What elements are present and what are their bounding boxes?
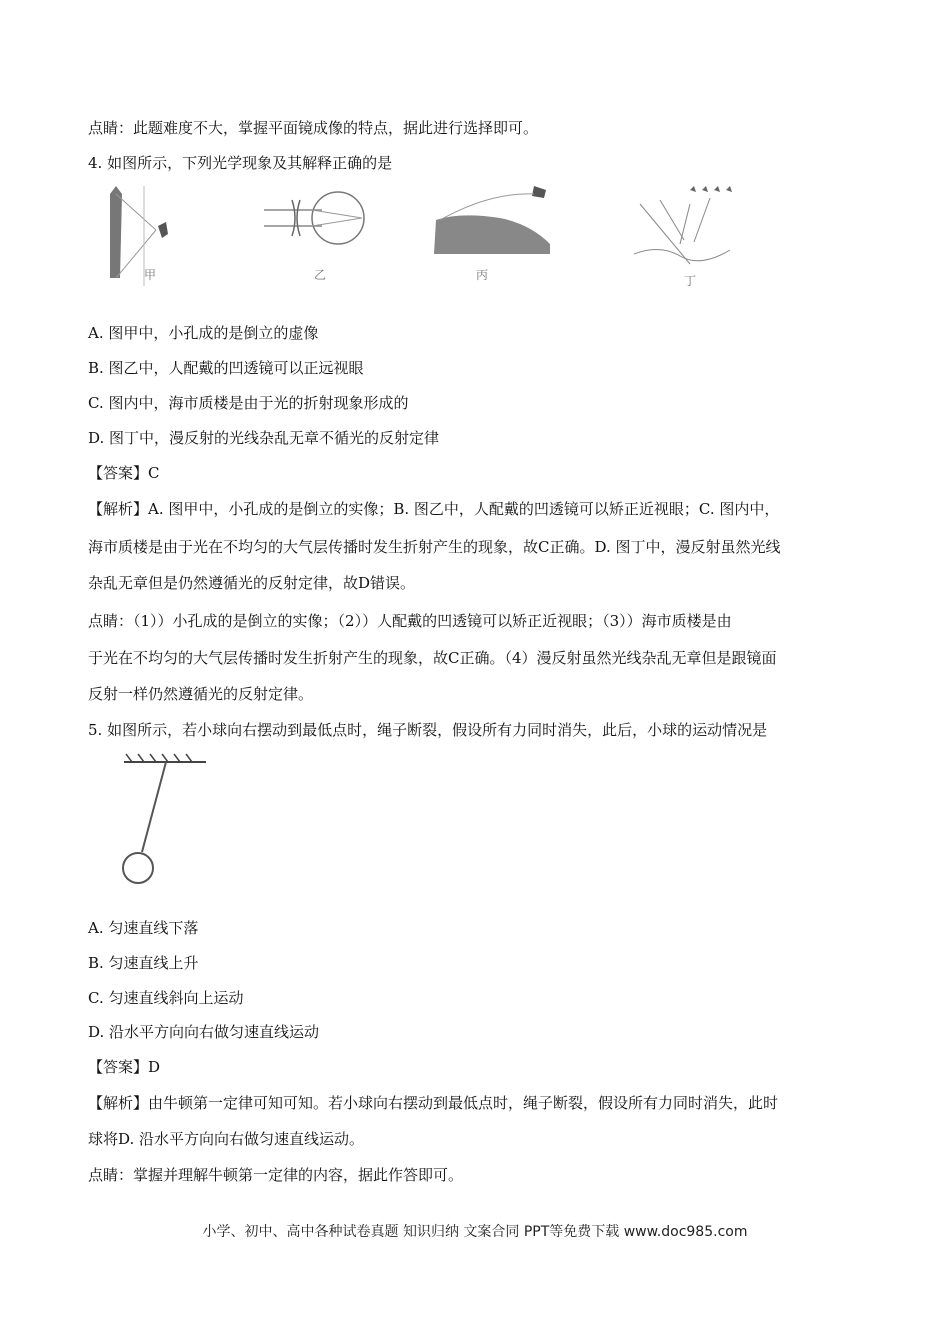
answer-5: 【答案】D [88,1058,161,1076]
tip-4-line-3: 反射一样仍然遵循光的反射定律。 [88,685,314,703]
figure-label-bing: 丙 [476,268,489,282]
explanation-5-line-1: 【解析】由牛顿第一定律可知可知。若小球向右摆动到最低点时，绳子断裂，假设所有力同时消失，此时 [88,1094,779,1112]
tip-q3: 点睛：此题难度不大，掌握平面镜成像的特点，据此进行选择即可。 [88,119,539,137]
question-5-stem: 5. 如图所示，若小球向右摆动到最低点时，绳子断裂，假设所有力同时消失，此后，小球的运动情况是 [88,721,768,739]
option-4b: B. 图乙中，人配戴的凹透镜可以正远视眼 [88,359,364,377]
pendulum-figure [116,752,216,892]
tip-5: 点睛：掌握并理解牛顿第一定律的内容，据此作答即可。 [88,1166,464,1184]
mirage-figure [430,184,560,264]
question-4-stem: 4. 如图所示，下列光学现象及其解释正确的是 [88,154,393,172]
footer-banner: 小学、初中、高中各种试卷真题 知识归纳 文案合同 PPT等免费下载 www.doc985.com [202,1224,748,1240]
explanation-4-line-2: 海市质楼是由于光在不均匀的大气层传播时发生折射产生的现象，故C正确。D. 图丁中，漫反射虽然光线 [88,538,781,556]
option-5d: D. 沿水平方向向右做匀速直线运动 [88,1023,320,1041]
figure-label-jia: 甲 [144,268,157,282]
tip-4-line-2: 于光在不均匀的大气层传播时发生折射产生的现象，故C正确。（4）漫反射虽然光线杂乱无章但是跟镜面 [88,649,777,667]
answer-4: 【答案】C [88,464,160,482]
explanation-5-line-2: 球将D. 沿水平方向向右做匀速直线运动。 [88,1130,365,1148]
eye-lens-figure [262,190,372,250]
figure-label-yi: 乙 [314,268,327,282]
explanation-4-line-3: 杂乱无章但是仍然遵循光的反射定律，故D错误。 [88,574,416,592]
explanation-4-line-1: 【解析】A. 图甲中，小孔成的是倒立的实像；B. 图乙中，人配戴的凹透镜可以矫正近视眼；C. 图内中， [88,500,780,518]
option-4a: A. 图甲中，小孔成的是倒立的虚像 [88,324,319,342]
pinhole-figure [96,186,176,286]
option-5c: C. 匀速直线斜向上运动 [88,989,244,1007]
figure-label-ding: 丁 [684,274,697,288]
tip-4-line-1: 点睛：（1））小孔成的是倒立的实像；（2））人配戴的凹透镜可以矫正近视眼；（3））海市质楼是由 [88,612,732,630]
option-5b: B. 匀速直线上升 [88,954,199,972]
option-4c: C. 图内中，海市质楼是由于光的折射现象形成的 [88,394,409,412]
option-4d: D. 图丁中，漫反射的光线杂乱无章不循光的反射定律 [88,429,440,447]
diffuse-reflection-figure [630,184,740,274]
option-5a: A. 匀速直线下落 [88,919,199,937]
